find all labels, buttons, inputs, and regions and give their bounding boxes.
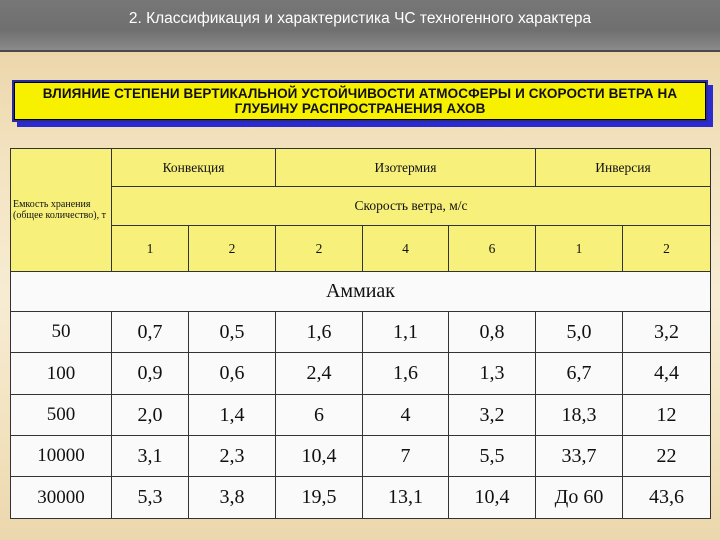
data-table bbox=[10, 148, 711, 519]
table-cell: 4,4 bbox=[623, 353, 711, 395]
title-bar bbox=[0, 0, 720, 52]
table-cell: 12 bbox=[623, 395, 711, 436]
table-cell: 0,8 bbox=[449, 312, 536, 353]
table-cell: 18,3 bbox=[536, 395, 623, 436]
table-cell: 1,4 bbox=[189, 395, 276, 436]
wind-speed-value: 6 bbox=[449, 226, 536, 272]
table-cell: 50 bbox=[11, 312, 112, 353]
wind-speed-header: Скорость ветра, м/с bbox=[112, 187, 711, 226]
table-cell: 33,7 bbox=[536, 436, 623, 477]
table-cell: 13,1 bbox=[363, 477, 449, 519]
table-cell: 5,0 bbox=[536, 312, 623, 353]
table-cell: 100 bbox=[11, 353, 112, 395]
wind-speed-value: 2 bbox=[276, 226, 363, 272]
table-cell: 5,3 bbox=[112, 477, 189, 519]
header-row-speeds bbox=[11, 226, 711, 272]
header-row-wind bbox=[11, 187, 711, 226]
table-cell: 6 bbox=[276, 395, 363, 436]
table-cell: 3,2 bbox=[623, 312, 711, 353]
table-cell: 10000 bbox=[11, 436, 112, 477]
table-row bbox=[11, 312, 711, 353]
wind-speed-value: 4 bbox=[363, 226, 449, 272]
table-cell: 4 bbox=[363, 395, 449, 436]
table-cell: 3,8 bbox=[189, 477, 276, 519]
capacity-header: Емкость хранения (общее количество), т bbox=[11, 149, 112, 272]
group-header-isotherm: Изотермия bbox=[276, 149, 536, 187]
table-cell: 1,3 bbox=[449, 353, 536, 395]
heading-box bbox=[12, 80, 708, 122]
table-cell: 1,1 bbox=[363, 312, 449, 353]
table-cell: 6,7 bbox=[536, 353, 623, 395]
table-row bbox=[11, 436, 711, 477]
section-label-ammonia: Аммиак bbox=[11, 272, 711, 312]
table-cell: 0,5 bbox=[189, 312, 276, 353]
table-row bbox=[11, 395, 711, 436]
table-cell: 0,9 bbox=[112, 353, 189, 395]
table-cell: 22 bbox=[623, 436, 711, 477]
table-cell: 2,0 bbox=[112, 395, 189, 436]
wind-speed-value: 2 bbox=[189, 226, 276, 272]
wind-speed-value: 2 bbox=[623, 226, 711, 272]
table-cell: 10,4 bbox=[276, 436, 363, 477]
table-cell: 3,2 bbox=[449, 395, 536, 436]
wind-speed-value: 1 bbox=[536, 226, 623, 272]
table-cell: 5,5 bbox=[449, 436, 536, 477]
table-cell: 500 bbox=[11, 395, 112, 436]
table-row bbox=[11, 353, 711, 395]
table-cell: 43,6 bbox=[623, 477, 711, 519]
table-cell: 1,6 bbox=[363, 353, 449, 395]
table-heading: ВЛИЯНИЕ СТЕПЕНИ ВЕРТИКАЛЬНОЙ УСТОЙЧИВОСТИ АТМОСФЕРЫ И СКОРОСТИ ВЕТРА НА ГЛУБИНУ РАСПРОСТРАНЕНИЯ АХОВ bbox=[42, 86, 678, 116]
table-cell: До 60 bbox=[536, 477, 623, 519]
table-cell: 1,6 bbox=[276, 312, 363, 353]
table-cell: 7 bbox=[363, 436, 449, 477]
table-row bbox=[11, 477, 711, 519]
table-cell: 19,5 bbox=[276, 477, 363, 519]
table-cell: 0,7 bbox=[112, 312, 189, 353]
group-header-inversion: Инверсия bbox=[536, 149, 711, 187]
table-cell: 2,3 bbox=[189, 436, 276, 477]
section-row bbox=[11, 272, 711, 312]
slide-title: 2. Классификация и характеристика ЧС техногенного характера bbox=[128, 10, 592, 27]
table-cell: 2,4 bbox=[276, 353, 363, 395]
table-cell: 0,6 bbox=[189, 353, 276, 395]
group-header-convection: Конвекция bbox=[112, 149, 276, 187]
header-row-groups bbox=[11, 149, 711, 187]
table-cell: 30000 bbox=[11, 477, 112, 519]
table-cell: 3,1 bbox=[112, 436, 189, 477]
table-cell: 10,4 bbox=[449, 477, 536, 519]
wind-speed-value: 1 bbox=[112, 226, 189, 272]
